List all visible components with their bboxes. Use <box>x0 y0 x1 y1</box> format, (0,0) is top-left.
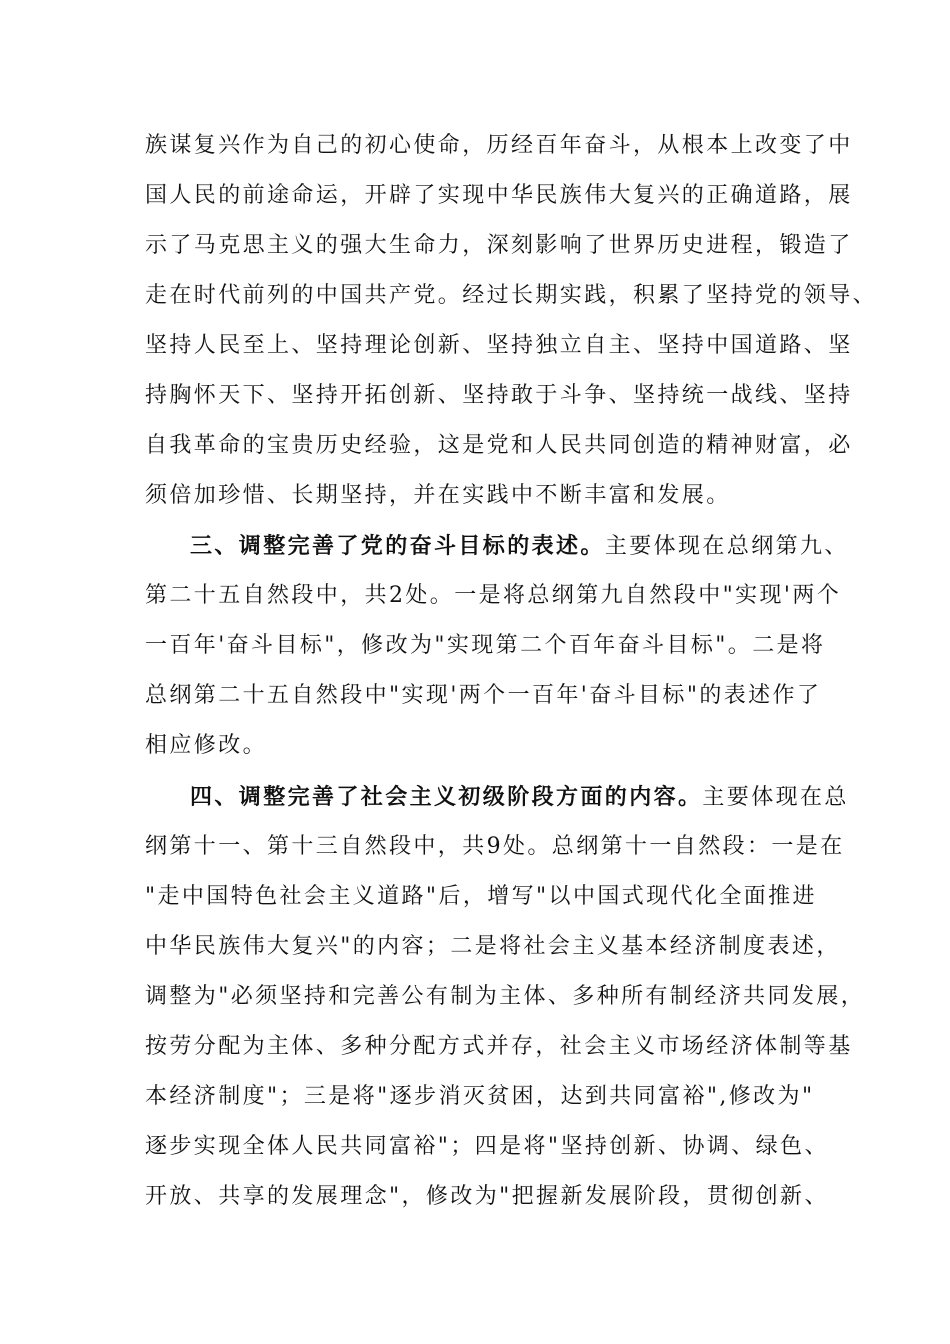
paragraph-line: 中华民族伟大复兴"的内容；二是将社会主义基本经济制度表述， <box>145 934 841 959</box>
paragraph-line: 开放、共享的发展理念"，修改为"把握新发展阶段，贯彻创新、 <box>145 1184 829 1209</box>
paragraph-line: 持胸怀天下、坚持开拓创新、坚持敢于斗争、坚持统一战线、坚持 <box>145 383 853 408</box>
paragraph-line: 纲第十一、第十三自然段中，共9处。总纲第十一自然段：一是在 <box>145 834 845 859</box>
paragraph-line: 按劳分配为主体、多种分配方式并存，社会主义市场经济体制等基 <box>145 1034 853 1059</box>
paragraph-line: 第二十五自然段中，共2处。一是将总纲第九自然段中"实现'两个 <box>145 583 842 608</box>
paragraph-line: 调整为"必须坚持和完善公有制为主体、多种所有制经济共同发展， <box>145 984 866 1009</box>
paragraph-line: 自我革命的宝贵历史经验，这是党和人民共同创造的精神财富，必 <box>145 433 853 458</box>
paragraph-line: 走在时代前列的中国共产党。经过长期实践，积累了坚持党的领导、 <box>145 283 878 308</box>
paragraph-line: 逐步实现全体人民共同富裕"；四是将"坚持创新、协调、绿色、 <box>145 1134 829 1159</box>
paragraph-line: 国人民的前途命运，开辟了实现中华民族伟大复兴的正确道路，展 <box>145 183 853 208</box>
paragraph-line: 总纲第二十五自然段中"实现'两个一百年'奋斗目标"的表述作了 <box>145 683 822 708</box>
section-4-first-line-text: 主要体现在总 <box>702 785 849 810</box>
paragraph-line: 本经济制度"；三是将"逐步消灭贫困，达到共同富裕",修改为" <box>145 1084 815 1109</box>
section-3-first-line <box>190 532 849 560</box>
paragraph-line: 须倍加珍惜、长期坚持，并在实践中不断丰富和发展。 <box>145 483 731 508</box>
paragraph-line: 示了马克思主义的强大生命力，深刻影响了世界历史进程，锻造了 <box>145 233 853 258</box>
paragraph-line: 坚持人民至上、坚持理论创新、坚持独立自主、坚持中国道路、坚 <box>145 333 853 358</box>
paragraph-line: "走中国特色社会主义道路"后，增写"以中国式现代化全面推进 <box>145 884 817 909</box>
section-4-first-line <box>190 783 849 811</box>
paragraph-line: 族谋复兴作为自己的初心使命，历经百年奋斗，从根本上改变了中 <box>145 133 853 158</box>
section-3-first-line-text: 主要体现在总纲第九、 <box>604 534 849 559</box>
section-4-heading: 四、调整完善了社会主义初级阶段方面的内容。 <box>190 784 703 810</box>
section-3-heading: 三、调整完善了党的奋斗目标的表述。 <box>190 533 605 559</box>
paragraph-line: 一百年'奋斗目标"，修改为"实现第二个百年奋斗目标"。二是将 <box>145 633 826 658</box>
paragraph-line: 相应修改。 <box>145 733 268 758</box>
